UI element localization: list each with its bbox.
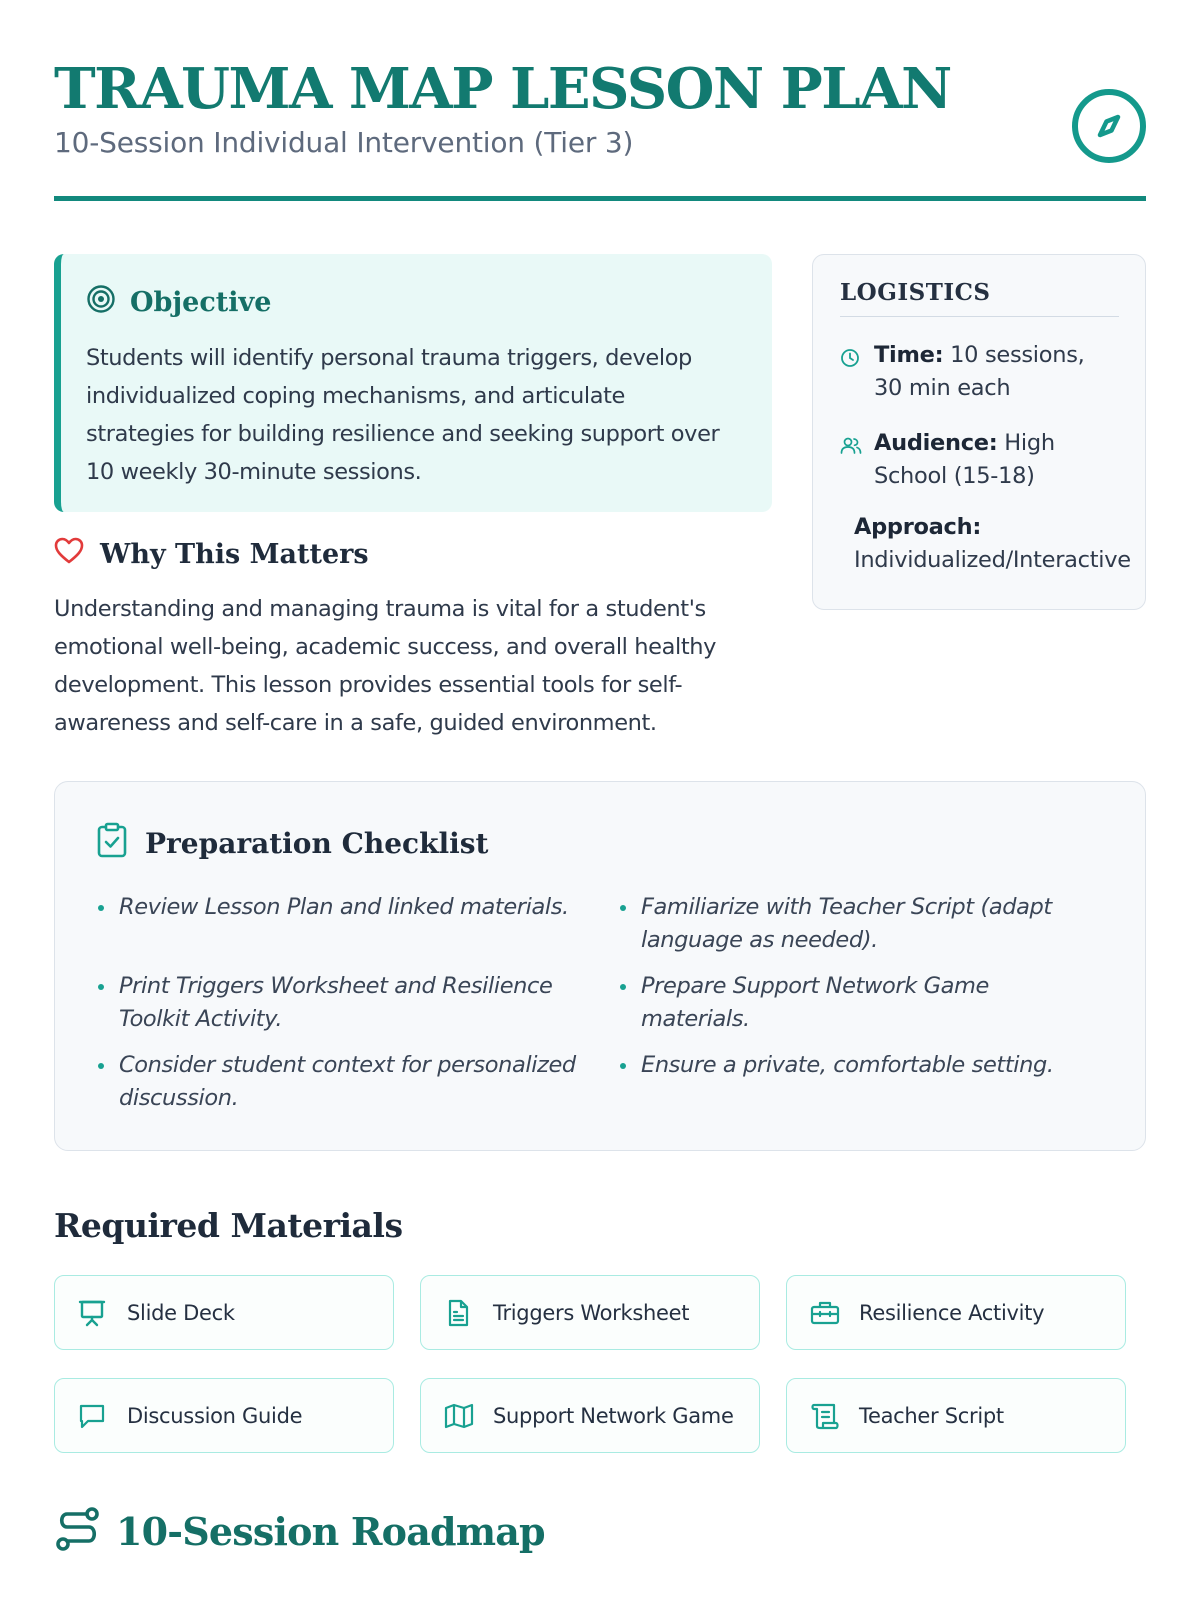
approach-label: Approach: [854, 514, 982, 540]
page-subtitle: 10-Session Individual Intervention (Tier 3) [54, 126, 634, 159]
header [54, 0, 1146, 201]
logistics-approach [840, 511, 1131, 577]
checklist-item: Prepare Support Network Game materials. [618, 970, 1078, 1036]
objective-text: Students will identify personal trauma triggers, develop individualized coping mechanisms, and articulate strategies for building resilience and seeking support over 10 weekly 30-minute sessions. [86, 345, 720, 485]
checklist-item: Print Triggers Worksheet and Resilience Toolkit Activity. [96, 970, 616, 1036]
checklist-item: Familiarize with Teacher Script (adapt language as needed). [618, 891, 1078, 957]
toolbox-icon [809, 1298, 859, 1328]
material-label: Slide Deck [127, 1300, 235, 1325]
checklist-items [96, 891, 1105, 1128]
presentation-icon [77, 1298, 127, 1328]
checklist-heading [96, 822, 1105, 865]
material-label: Support Network Game [493, 1403, 734, 1428]
objective-card [54, 254, 772, 512]
clock-icon [840, 339, 874, 405]
material-triggers-worksheet[interactable] [420, 1275, 760, 1350]
scroll-icon [809, 1401, 859, 1431]
heart-icon [54, 537, 100, 572]
material-slide-deck[interactable] [54, 1275, 394, 1350]
objective-heading [86, 284, 740, 321]
overview-section [54, 254, 1146, 754]
material-label: Triggers Worksheet [493, 1300, 690, 1325]
logistics-heading: LOGISTICS [840, 279, 1119, 317]
target-icon [86, 284, 130, 321]
material-resilience-activity[interactable] [786, 1275, 1126, 1350]
checklist-item: Consider student context for personalized discussion. [96, 1049, 616, 1115]
materials-heading: Required Materials [54, 1206, 403, 1245]
audience-label: Audience: [874, 430, 998, 456]
why-heading-text: Why This Matters [100, 539, 369, 570]
page-title: TRAUMA MAP LESSON PLAN [54, 56, 951, 122]
materials-grid [54, 1275, 1146, 1453]
logistics-card [812, 254, 1146, 610]
material-label: Teacher Script [859, 1403, 1004, 1428]
map-icon [443, 1401, 493, 1431]
time-value: 10 sessions, 30 min each [874, 342, 1085, 401]
material-label: Resilience Activity [859, 1300, 1045, 1325]
compass-icon [1072, 89, 1146, 163]
checklist-item: Review Lesson Plan and linked materials. [96, 891, 616, 957]
document-icon [443, 1298, 493, 1328]
logistics-time [840, 339, 1119, 405]
roadmap-heading-text: 10-Session Roadmap [116, 1508, 545, 1554]
audience-value: High School (15-18) [874, 430, 1055, 489]
time-label: Time: [874, 342, 944, 368]
objective-heading-text: Objective [130, 287, 272, 318]
checklist-heading-text: Preparation Checklist [145, 827, 489, 860]
logistics-audience [840, 427, 1119, 493]
why-heading [54, 537, 774, 572]
why-section [54, 537, 774, 742]
clipboard-check-icon [96, 822, 145, 865]
roadmap-heading [54, 1505, 1146, 1557]
users-icon [840, 427, 874, 493]
checklist-item: Ensure a private, comfortable setting. [618, 1049, 1078, 1115]
chat-bubble-icon [77, 1401, 127, 1431]
why-text: Understanding and managing trauma is vital for a student's emotional well-being, academic success, and overall healthy development. This lesson provides essential tools for self-awareness and self-care in a safe, guided environment. [54, 596, 717, 736]
material-teacher-script[interactable] [786, 1378, 1126, 1453]
route-icon [54, 1505, 102, 1557]
material-support-network-game[interactable] [420, 1378, 760, 1453]
preparation-checklist [54, 781, 1146, 1151]
material-discussion-guide[interactable] [54, 1378, 394, 1453]
approach-value: Individualized/Interactive [854, 547, 1131, 573]
material-label: Discussion Guide [127, 1403, 303, 1428]
